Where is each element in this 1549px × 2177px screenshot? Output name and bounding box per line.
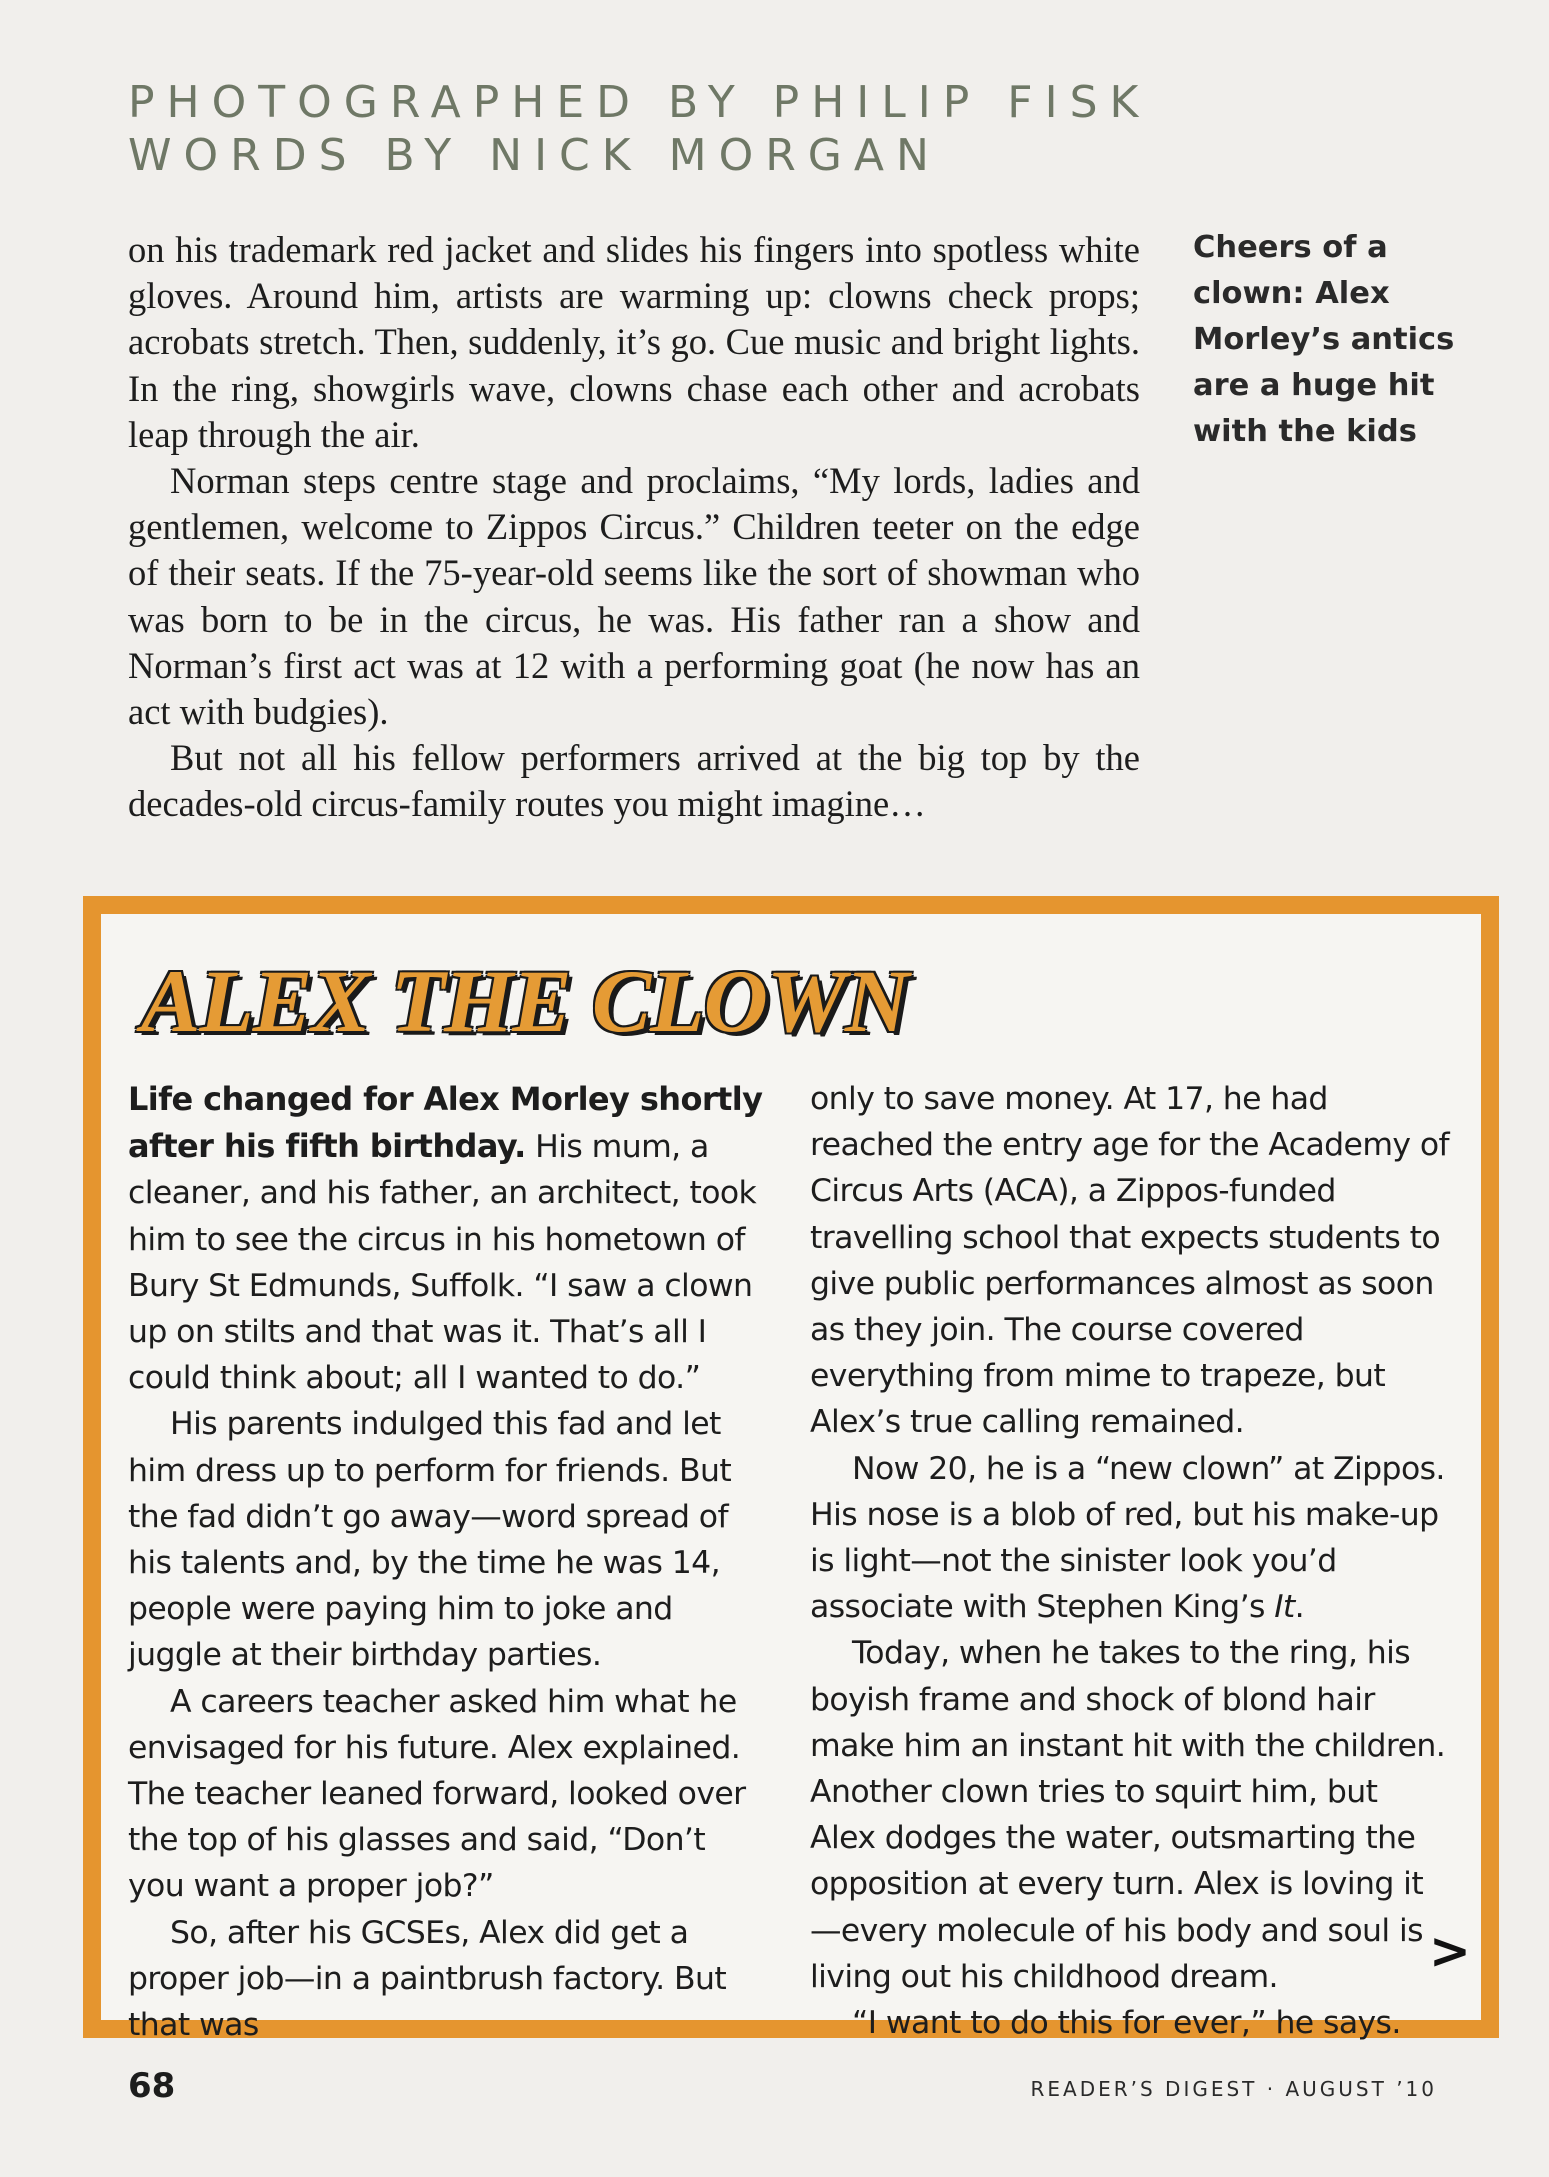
caption-line: clown: Alex	[1193, 276, 1390, 311]
sidebar-paragraph-3: A careers teacher asked him what he envisaged for his future. Alex explained. The teacher leaned forward, looked over the top of his glasses and said, “Don’t you want a proper job?”	[128, 1683, 746, 1905]
continue-arrow-icon: >	[1429, 1922, 1471, 1980]
paragraph-text: His mum, a cleaner, and his father, an architect, took him to see the circus in his hometown of Bury St Edmunds, Suffolk. “I saw a clown up on stilts and that was it. That’s all I could think about; all I wanted to do.”	[128, 1129, 757, 1397]
lead-in: Life changed for Alex Morley shortly after his fifth birthday.	[128, 1080, 763, 1166]
caption-line: Cheers of a	[1193, 230, 1388, 265]
sidebar-column-left	[128, 1076, 768, 2048]
sidebar-paragraph-5	[810, 1446, 1450, 1631]
paragraph-text: .	[1294, 1589, 1305, 1626]
sidebar-paragraph-2: His parents indulged this fad and let him dress up to perform for friends. But the fad didn’t go away—word spread of his talents and, by the time he was 14, people were paying him to joke and juggle at their birthday parties.	[128, 1406, 732, 1674]
intro-paragraph-1: on his trademark red jacket and slides his fingers into spotless white gloves. Around him, artists are warming up: clowns check props; acrobats stretch. Then, suddenly, it’s go. Cue music and bright lights. In the ring, showgirls wave, clowns chase each other and acrobats leap through the air.	[128, 229, 1140, 455]
sidebar-paragraph-4-continued: only to save money. At 17, he had reached the entry age for the Academy of Circus Arts (ACA), a Zippos-funded travelling school that expects students to give public performances almost as soon as they join. The course covered everything from mime to trapeze, but Alex’s true calling remained.	[810, 1081, 1450, 1441]
running-footer: READER’S DIGEST · AUGUST ’10	[1030, 2077, 1437, 2101]
sidebar-paragraph-7: “I want to do this for ever,” he says.	[852, 2005, 1401, 2042]
sidebar-paragraph-4: So, after his GCSEs, Alex did get a proper job—in a paintbrush factory. But that was	[128, 1914, 727, 2044]
page-number: 68	[128, 2066, 176, 2106]
sidebar-title: ALEX THE CLOWN	[141, 953, 909, 1051]
intro-paragraph-3: But not all his fellow performers arrived at the big top by the decades-old circus-family routes you might imagine…	[128, 737, 1140, 825]
caption-line: are a huge hit	[1193, 368, 1435, 403]
sidebar-box	[83, 896, 1499, 2044]
paragraph-text: Now 20, he is a “new clown” at Zippos. His nose is a blob of red, but his make-up is light—not the sinister look you’d associate with Stephen King’s	[810, 1450, 1445, 1626]
writer-credit: WORDS BY NICK MORGAN	[128, 130, 941, 181]
intro-text	[128, 227, 1140, 828]
sidebar-column-right	[810, 1076, 1450, 2046]
intro-paragraph-2: Norman steps centre stage and proclaims, “My lords, ladies and gentlemen, welcome to Zippos Circus.” Children teeter on the edge of their seats. If the 75-year-old seems like the sort of showman who was born to be in the circus, he was. His father ran a show and Norman’s first act was at 12 with a performing goat (he now has an act with budgies).	[128, 460, 1140, 733]
sidebar-paragraph-6: Today, when he takes to the ring, his boyish frame and shock of blond hair make him an instant hit with the children. Another clown tries to squirt him, but Alex dodges the water, outsmarting the opposition at every turn. Alex is loving it—every molecule of his body and soul is living out his childhood dream.	[810, 1635, 1446, 1995]
photographer-credit: PHOTOGRAPHED BY PHILIP FISK	[128, 77, 1151, 128]
sidebar-paragraph-1	[128, 1076, 768, 1401]
book-title: It	[1274, 1589, 1295, 1626]
credits	[128, 76, 1150, 182]
photo-caption	[1193, 225, 1483, 455]
caption-line: with the kids	[1193, 414, 1417, 449]
caption-line: Morley’s antics	[1193, 322, 1455, 357]
